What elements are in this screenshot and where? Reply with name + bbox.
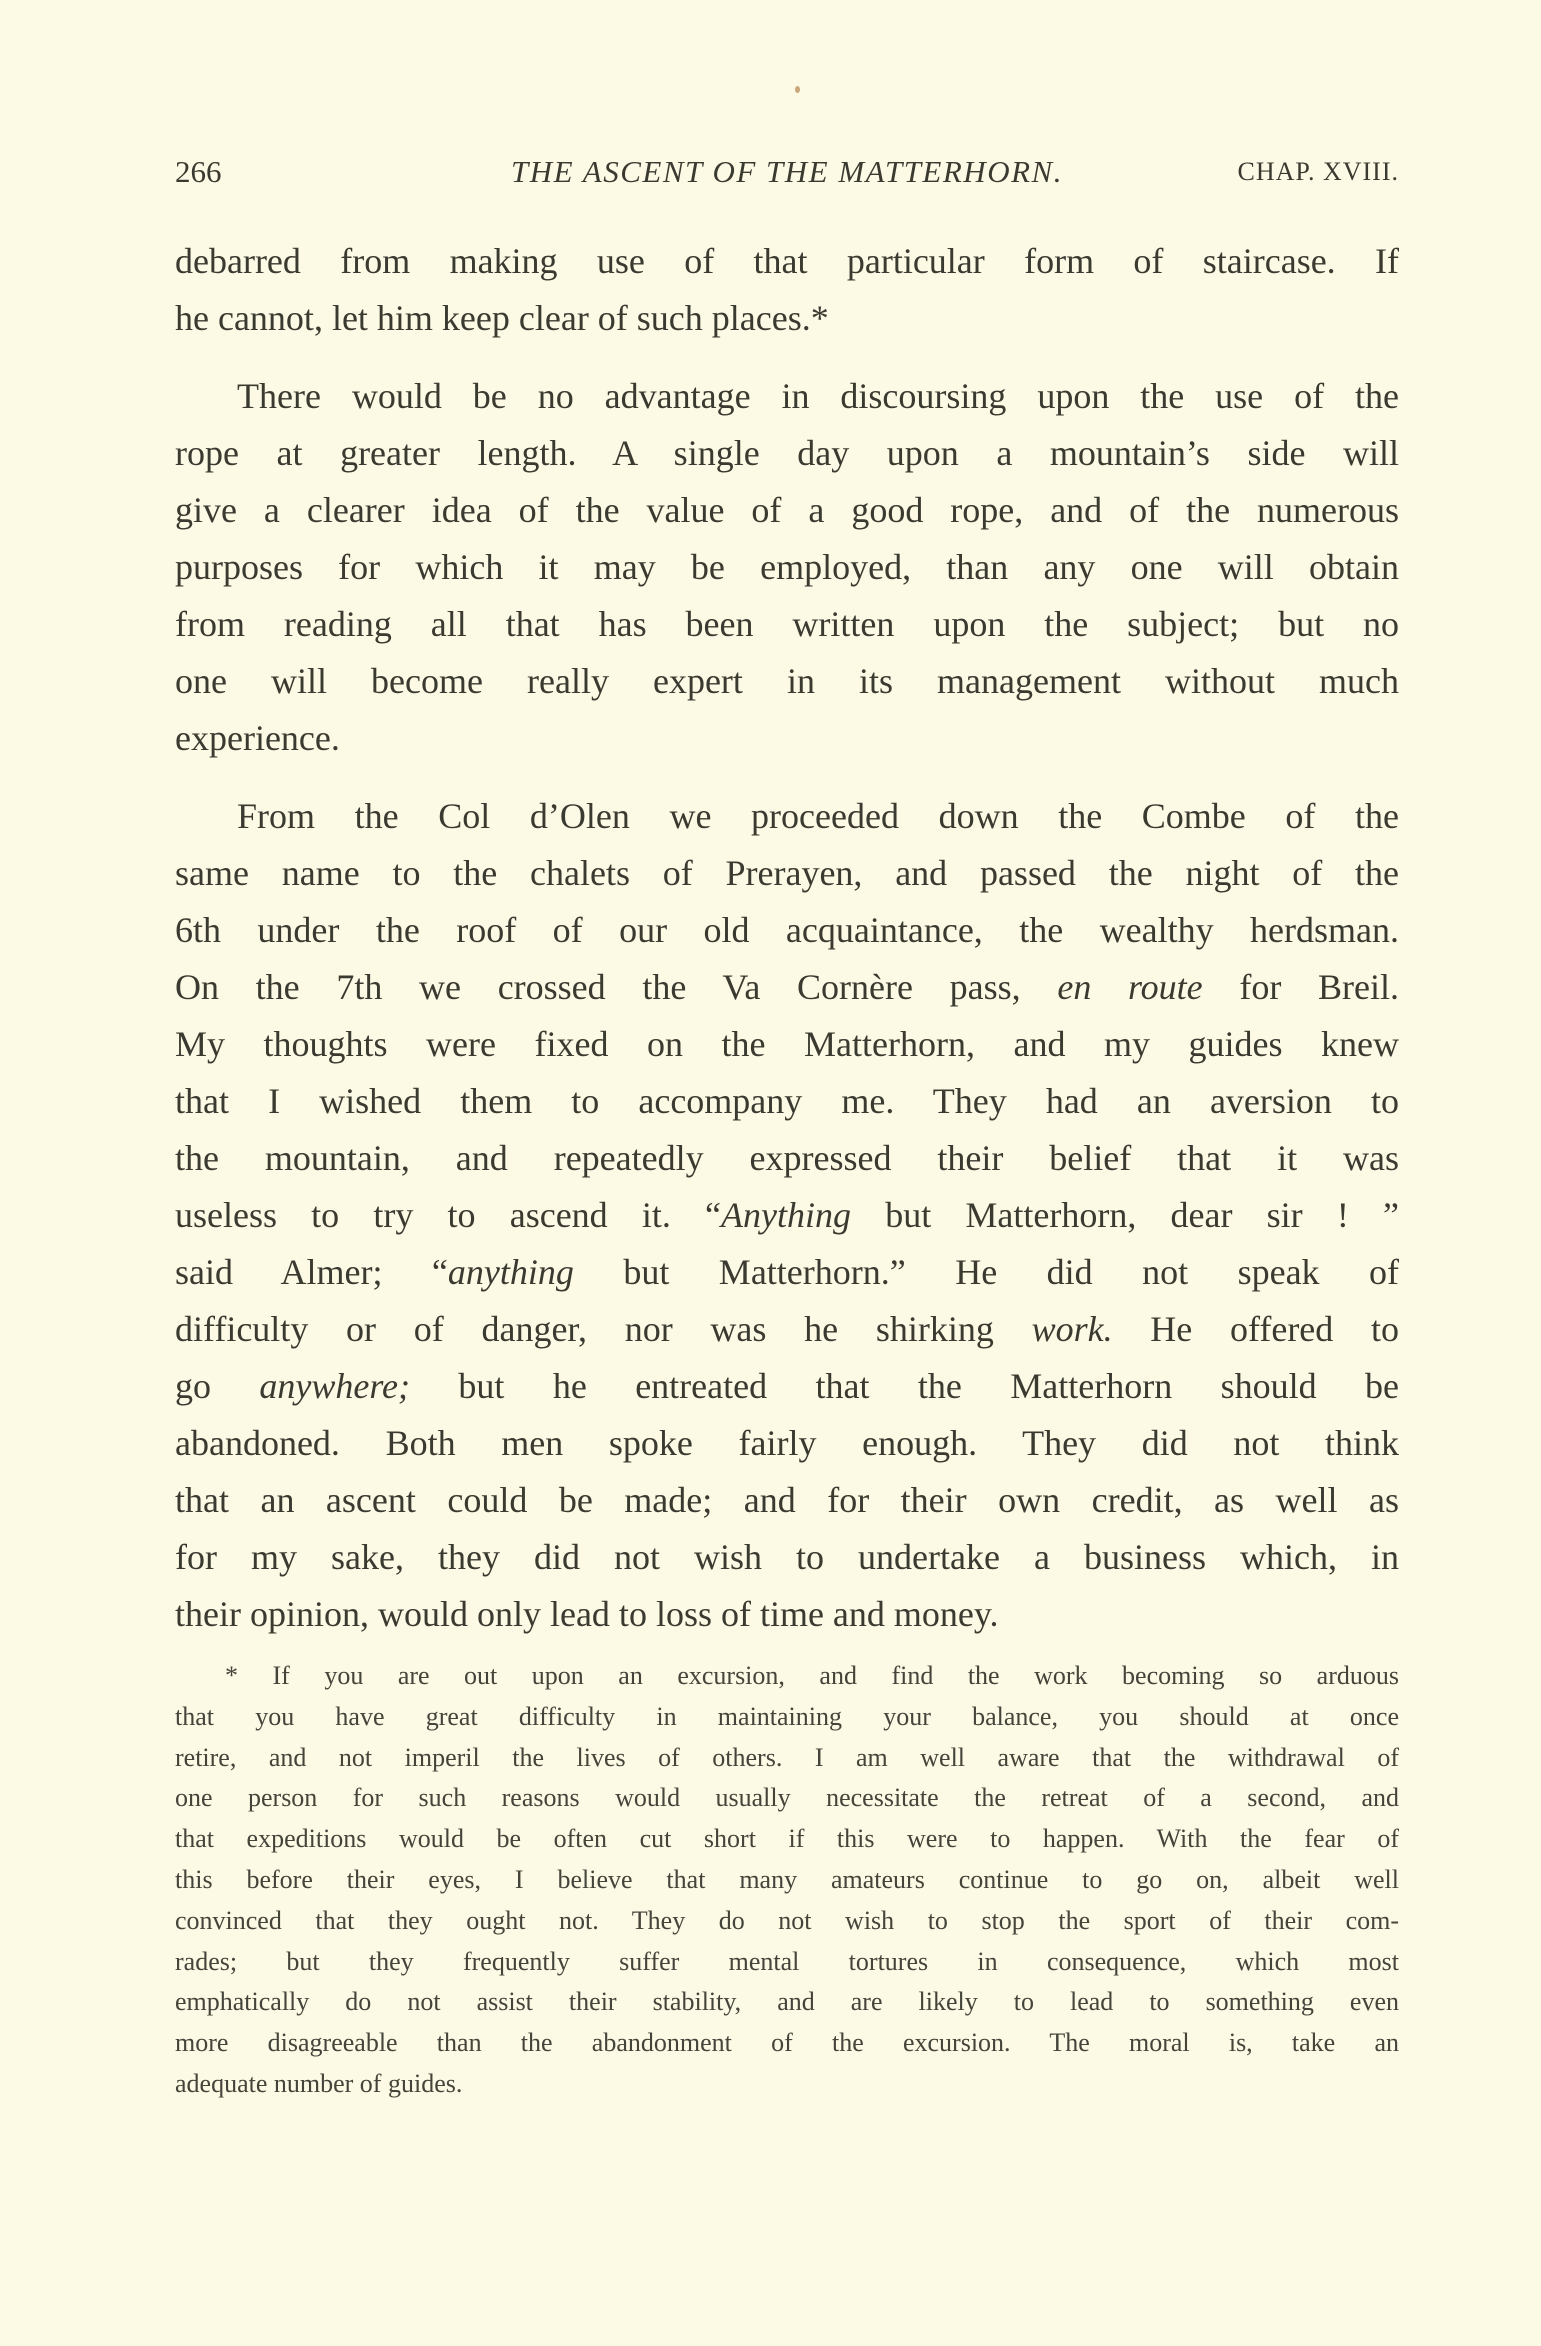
italic-text: anywhere; bbox=[259, 1366, 411, 1406]
page-number: 266 bbox=[175, 154, 222, 189]
text-segment: purposes for which it may be employed, than any one will obtain bbox=[175, 547, 1399, 587]
text-segment: On the 7th we crossed the Va Cornère pass, bbox=[175, 967, 1058, 1007]
text-line bbox=[175, 1301, 1399, 1358]
text-line bbox=[175, 539, 1399, 596]
text-segment: the mountain, and repeatedly expressed their belief that it was bbox=[175, 1138, 1399, 1178]
chapter-label: CHAP. XVIII. bbox=[1237, 157, 1399, 186]
text-line bbox=[175, 788, 1399, 845]
text-segment: rope at greater length. A single day upon a mountain’s side will bbox=[175, 433, 1399, 473]
footnote-line: that you have great difficulty in maintaining your balance, you should at once bbox=[175, 1701, 1399, 1731]
text-segment: go bbox=[175, 1366, 260, 1406]
text-segment: There would be no advantage in discoursing upon the use of the bbox=[237, 376, 1399, 416]
text-segment: 6th under the roof of our old acquaintance, the wealthy herdsman. bbox=[175, 910, 1399, 950]
text-line bbox=[175, 1586, 1399, 1643]
text-line bbox=[175, 1358, 1399, 1415]
text-segment: he cannot, let him keep clear of such places.* bbox=[175, 298, 829, 338]
text-segment: from reading all that has been written upon the subject; but no bbox=[175, 604, 1399, 644]
text-segment: give a clearer idea of the value of a good rope, and of the numerous bbox=[175, 490, 1399, 530]
text-line bbox=[175, 596, 1399, 653]
footnote-line: emphatically do not assist their stability, and are likely to lead to something even bbox=[175, 1987, 1399, 2017]
text-line bbox=[175, 710, 1399, 767]
text-segment: debarred from making use of that particular form of staircase. If bbox=[175, 241, 1399, 281]
text-segment: that I wished them to accompany me. They had an aversion to bbox=[175, 1081, 1399, 1121]
text-line bbox=[175, 902, 1399, 959]
footnote-line: * If you are out upon an excursion, and find the work becoming so arduous bbox=[225, 1661, 1399, 1690]
text-segment: experience. bbox=[175, 718, 340, 758]
text-line bbox=[175, 959, 1399, 1016]
footnote-line: convinced that they ought not. They do not wish to stop the sport of their com- bbox=[175, 1905, 1399, 1935]
text-segment: difficulty or of danger, nor was he shirking bbox=[175, 1309, 1032, 1349]
italic-text: work. bbox=[1031, 1309, 1113, 1349]
footnote-line: adequate number of guides. bbox=[175, 2068, 463, 2098]
paragraph bbox=[175, 368, 1399, 767]
text-segment: useless to try to ascend it. “ bbox=[175, 1195, 722, 1235]
text-line bbox=[175, 1529, 1399, 1586]
text-line bbox=[175, 1130, 1399, 1187]
text-segment: but Matterhorn, dear sir ! ” bbox=[851, 1195, 1399, 1235]
ink-speck bbox=[795, 86, 800, 93]
text-segment: He offered to bbox=[1112, 1309, 1400, 1349]
italic-text: anything bbox=[447, 1252, 574, 1292]
text-line bbox=[175, 233, 1399, 290]
paragraph bbox=[175, 233, 1399, 347]
footnote bbox=[175, 1656, 1399, 2105]
text-line bbox=[175, 1244, 1399, 1301]
text-segment: one will become really expert in its management without much bbox=[175, 661, 1399, 701]
italic-text: Anything bbox=[721, 1195, 852, 1235]
text-line bbox=[175, 653, 1399, 710]
text-segment: From the Col d’Olen we proceeded down the Combe of the bbox=[237, 796, 1399, 836]
text-line bbox=[175, 1472, 1399, 1529]
text-line bbox=[175, 290, 1399, 347]
text-line bbox=[175, 845, 1399, 902]
footnote-line: that expeditions would be often cut short if this were to happen. With the fear of bbox=[175, 1824, 1399, 1854]
italic-text: en route bbox=[1057, 967, 1203, 1007]
text-line bbox=[175, 368, 1399, 425]
text-segment: for my sake, they did not wish to undertake a business which, in bbox=[175, 1537, 1399, 1577]
running-header bbox=[175, 152, 1399, 192]
body-text bbox=[175, 233, 1399, 1643]
text-segment: their opinion, would only lead to loss of time and money. bbox=[175, 1594, 999, 1634]
text-segment: for Breil. bbox=[1202, 967, 1399, 1007]
footnote-line: rades; but they frequently suffer mental tortures in consequence, which most bbox=[175, 1946, 1399, 1976]
text-segment: My thoughts were fixed on the Matterhorn, and my guides knew bbox=[175, 1024, 1399, 1064]
footnote-line: retire, and not imperil the lives of others. I am well aware that the withdrawal of bbox=[175, 1742, 1399, 1772]
text-segment: same name to the chalets of Prerayen, and passed the night of the bbox=[175, 853, 1399, 893]
text-line bbox=[175, 1073, 1399, 1130]
paragraph bbox=[175, 788, 1399, 1643]
running-title: THE ASCENT OF THE MATTERHORN. bbox=[511, 154, 1063, 189]
text-line bbox=[175, 1016, 1399, 1073]
text-segment: abandoned. Both men spoke fairly enough. They did not think bbox=[175, 1423, 1399, 1463]
text-segment: that an ascent could be made; and for their own credit, as well as bbox=[175, 1480, 1399, 1520]
text-line bbox=[175, 1415, 1399, 1472]
text-line bbox=[175, 1187, 1399, 1244]
text-line bbox=[175, 482, 1399, 539]
text-segment: but he entreated that the Matterhorn should be bbox=[410, 1366, 1399, 1406]
text-line bbox=[175, 425, 1399, 482]
text-segment: said Almer; “ bbox=[175, 1252, 448, 1292]
footnote-line: one person for such reasons would usually necessitate the retreat of a second, and bbox=[175, 1783, 1399, 1813]
footnote-line: this before their eyes, I believe that many amateurs continue to go on, albeit well bbox=[175, 1864, 1399, 1894]
text-segment: but Matterhorn.” He did not speak of bbox=[573, 1252, 1399, 1292]
footnote-line: more disagreeable than the abandonment of the excursion. The moral is, take an bbox=[175, 2028, 1399, 2058]
